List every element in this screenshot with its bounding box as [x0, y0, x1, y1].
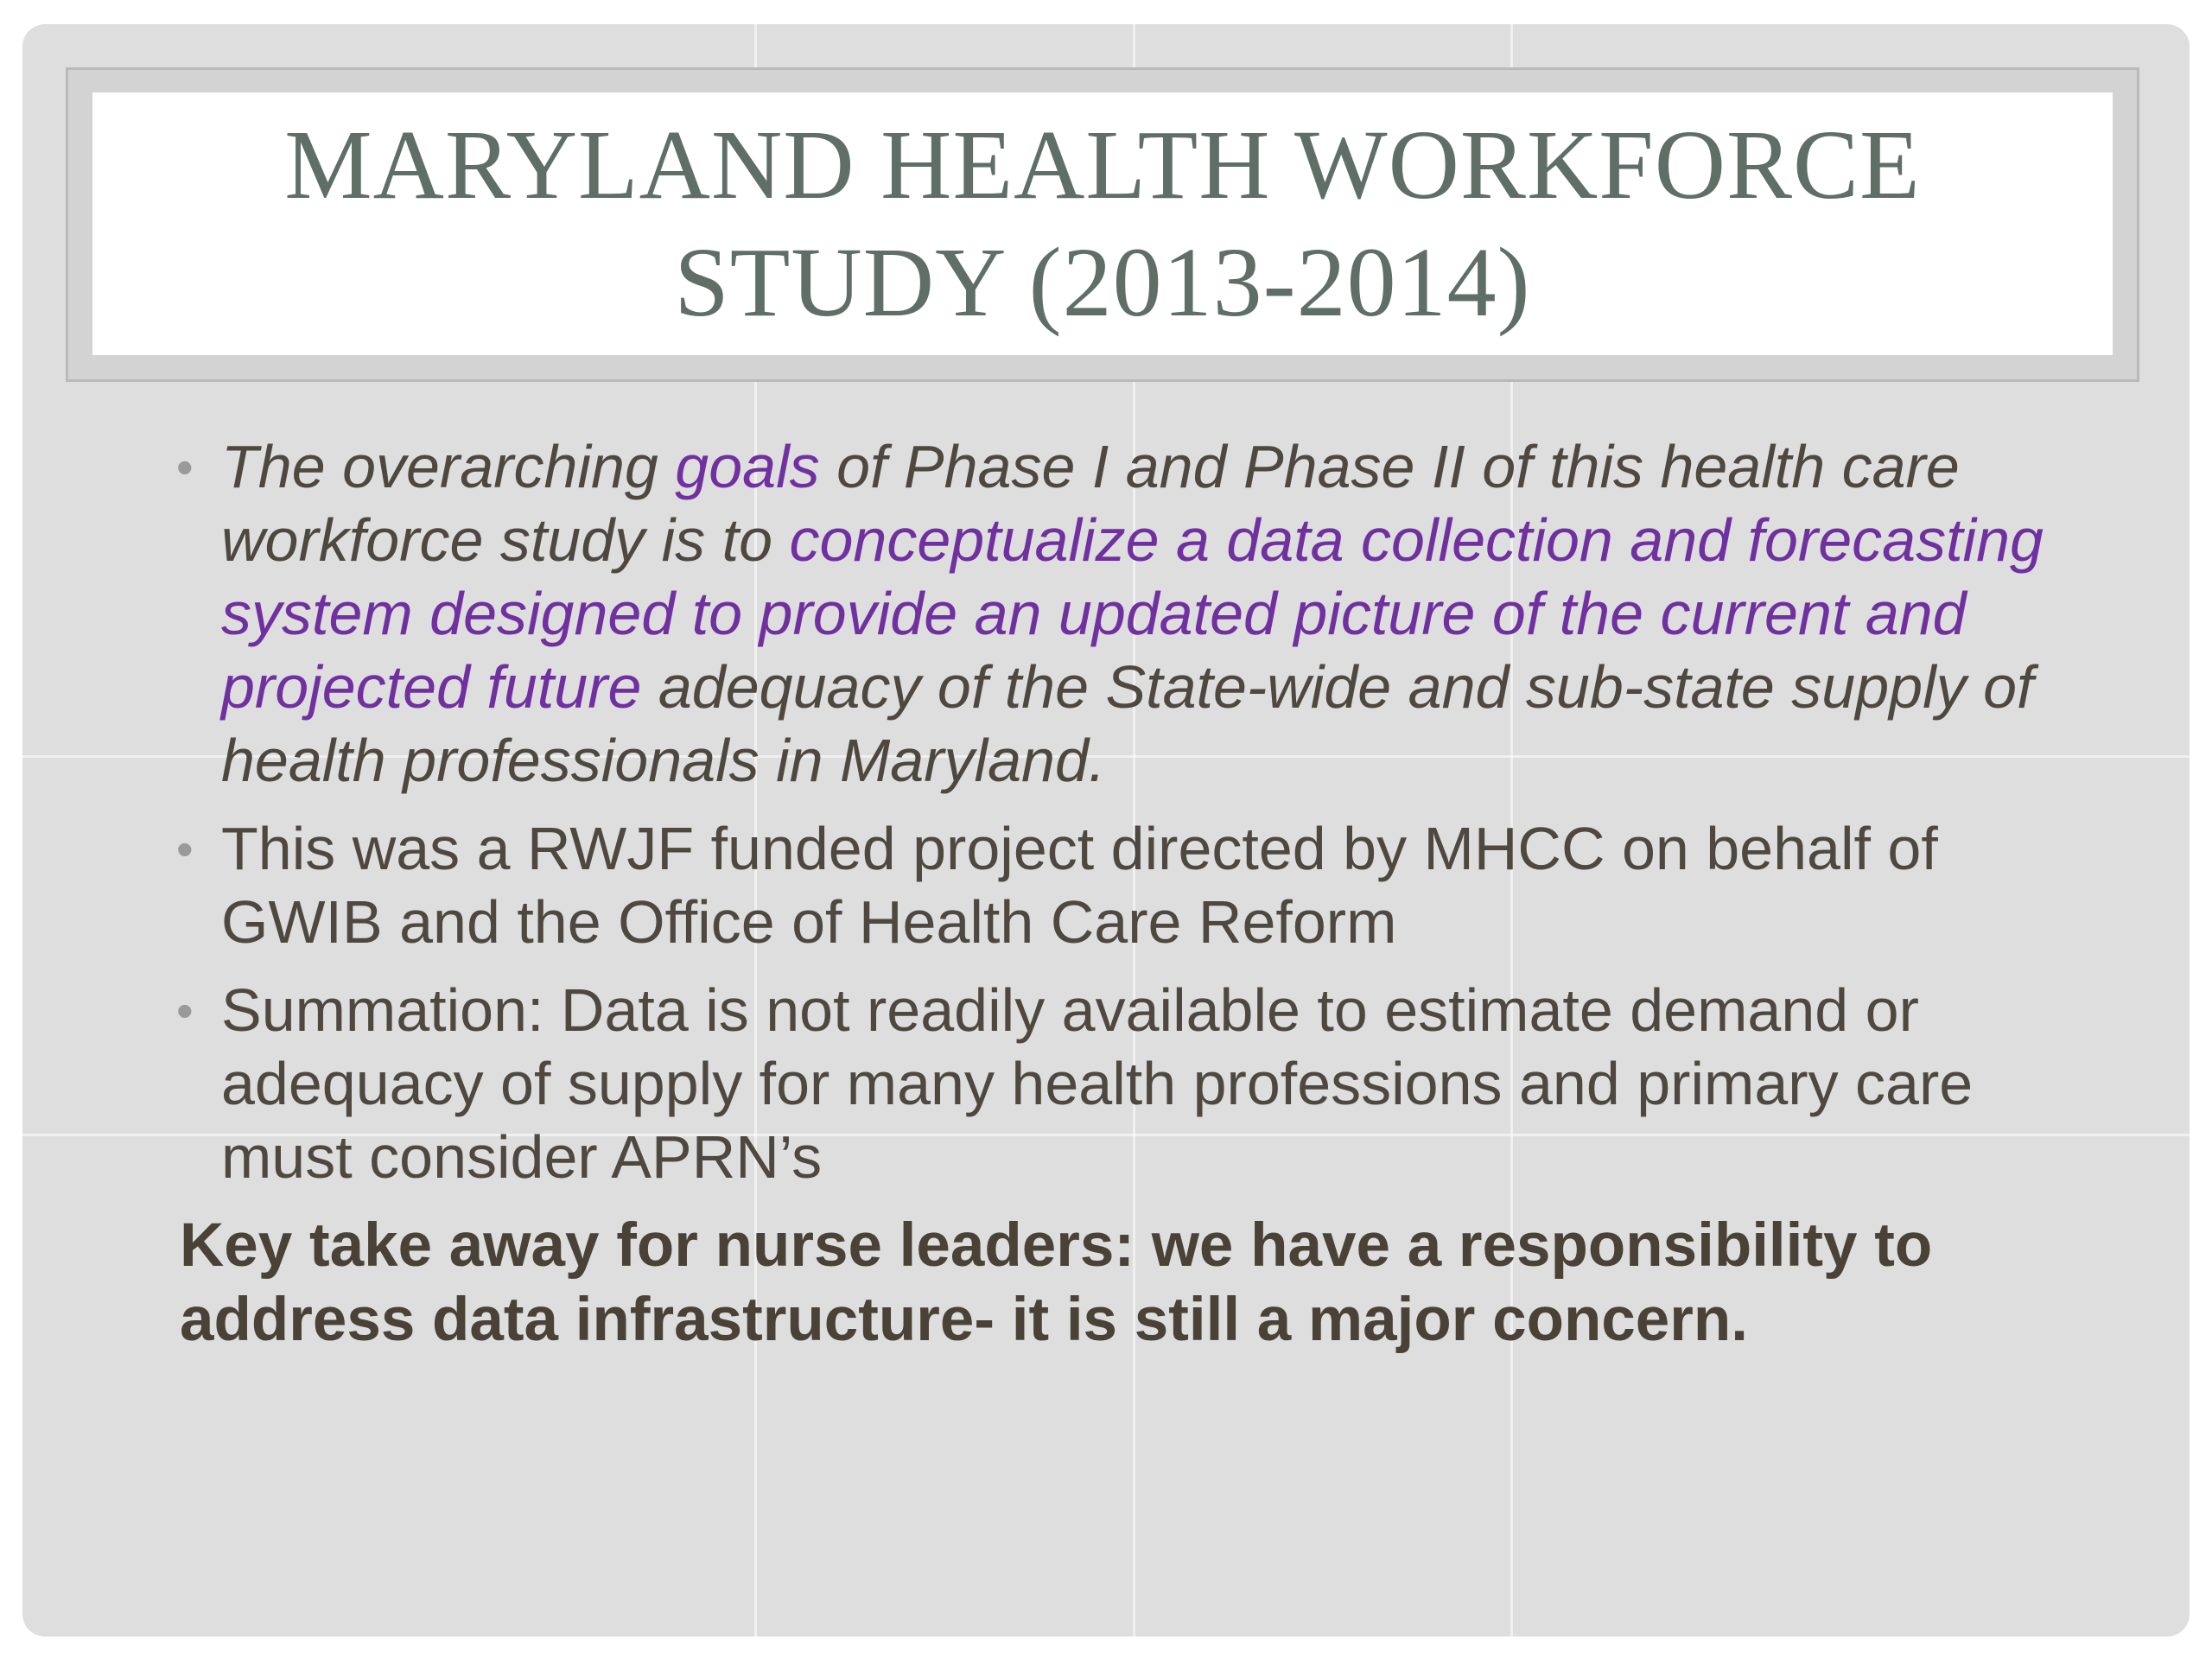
bullet-text-segment: of Phase I and Phase II of this health care workforce study is to [221, 433, 1960, 574]
slide [22, 24, 2190, 1637]
title-frame [66, 67, 2139, 382]
slide-body [161, 430, 2088, 1357]
slide-title [284, 106, 1920, 341]
slide-title-line-1: MARYLAND HEALTH WORKFORCE [284, 110, 1921, 219]
slide-title-line-2: STUDY (2013-2014) [674, 227, 1531, 337]
bullet-item [161, 974, 2088, 1194]
title-box [92, 92, 2113, 355]
bullet-text-segment: The overarching [221, 433, 676, 500]
bullet-dot-icon: • [176, 822, 194, 876]
bullet-text-segment: Summation: Data is not readily available to estimate demand or adequacy of supply for many health professions and primary care must consider APRN’s [221, 976, 1974, 1191]
key-takeaway: Key take away for nurse leaders: we have a responsibility to address data infrastructure- it is still a major concern. [180, 1211, 1933, 1354]
bullet-item [161, 812, 2088, 959]
bullet-dot-icon: • [176, 440, 194, 494]
bullet-text-segment: conceptualize a data collection and forecasting system designed to provide an updated picture of the current and projected future [221, 506, 2044, 721]
bullet-list [161, 430, 2088, 1194]
bullet-dot-icon: • [176, 983, 194, 1038]
bullet-text-segment: This was a RWJF funded project directed by MHCC on behalf of GWIB and the Office of Health Care Reform [221, 815, 1938, 956]
bullet-text-segment: goals [675, 433, 820, 500]
bullet-text-segment: adequacy of the State-wide and sub-state supply of health professionals in Maryland. [221, 653, 2034, 794]
bullet-item [161, 430, 2088, 798]
